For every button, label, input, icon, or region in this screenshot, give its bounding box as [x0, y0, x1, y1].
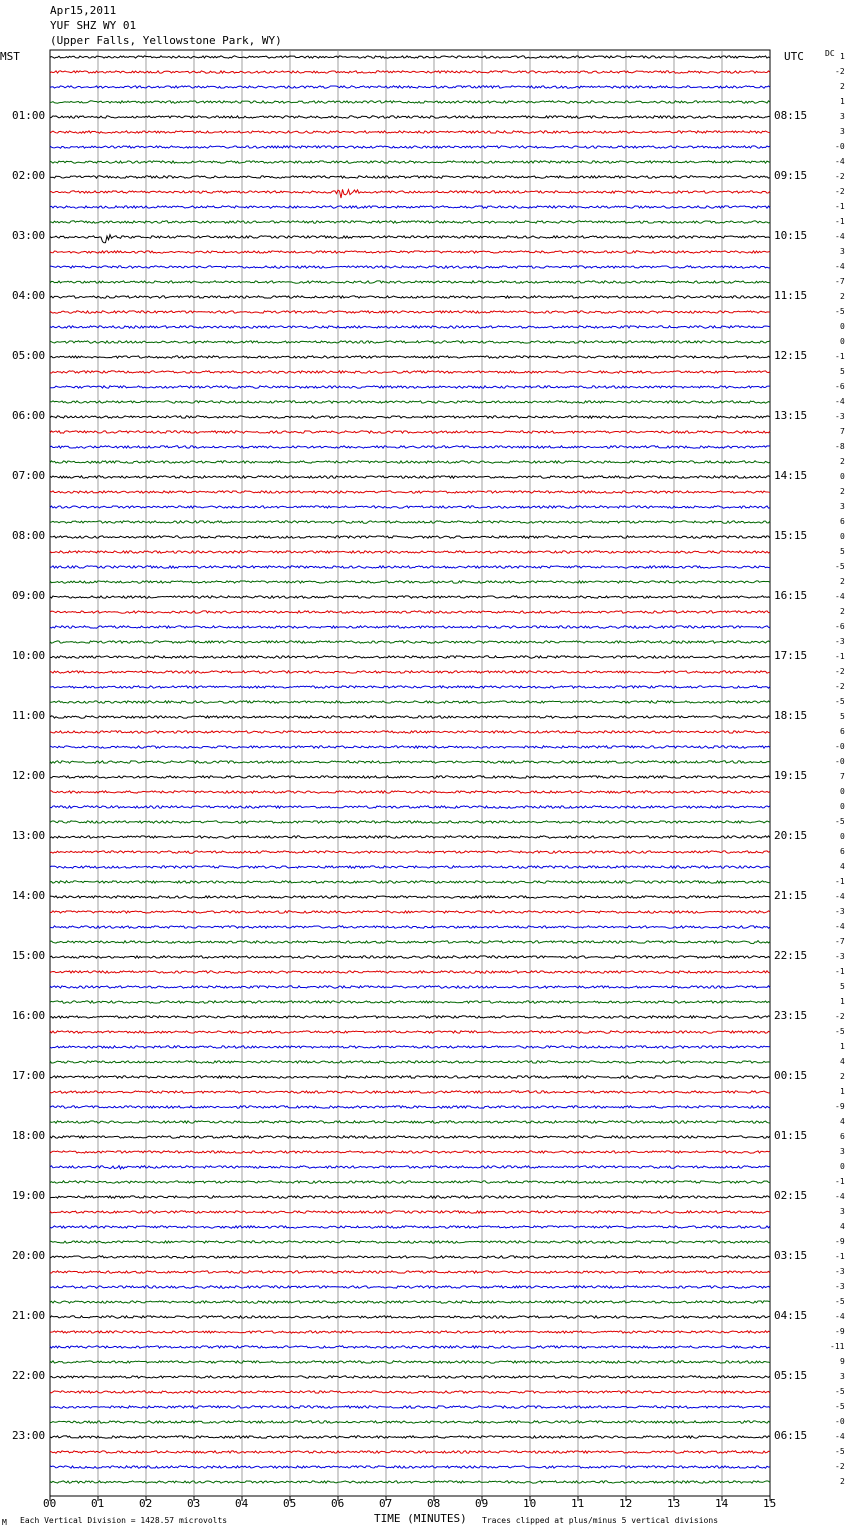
- x-tick-label: 02: [139, 1497, 153, 1510]
- seismic-trace: [50, 1181, 770, 1183]
- seismic-trace: [50, 1121, 770, 1123]
- dc-offset-value: 6: [840, 1132, 845, 1141]
- seismic-trace: [50, 491, 770, 493]
- dc-offset-value: -8: [835, 442, 845, 451]
- seismic-trace: [50, 596, 770, 598]
- dc-offset-value: 2: [840, 487, 845, 496]
- seismic-trace: [50, 1241, 770, 1243]
- x-tick-label: 12: [619, 1497, 633, 1510]
- seismic-trace: [50, 611, 770, 613]
- dc-offset-value: 3: [840, 1372, 845, 1381]
- dc-offset-value: 0: [840, 532, 845, 541]
- seismic-trace: [50, 401, 770, 403]
- mst-hour-label: 07:00: [12, 469, 46, 482]
- x-tick-label: 03: [187, 1497, 201, 1510]
- x-tick-label: 08: [427, 1497, 441, 1510]
- dc-offset-value: 1: [840, 97, 845, 106]
- utc-hour-label: 16:15: [774, 589, 808, 602]
- x-tick-label: 10: [523, 1497, 537, 1510]
- seismic-trace: [50, 86, 770, 88]
- seismic-trace: [50, 836, 770, 838]
- seismic-trace: [50, 746, 770, 748]
- seismic-trace: [50, 1286, 770, 1288]
- dc-offset-value: -3: [835, 412, 845, 421]
- seismic-trace: [50, 1001, 770, 1003]
- x-tick-label: 01: [91, 1497, 105, 1510]
- right-timezone-label: UTC: [784, 50, 804, 63]
- dc-offset-value: 2: [840, 607, 845, 616]
- mst-hour-label: 19:00: [12, 1189, 46, 1202]
- dc-offset-value: -5: [835, 817, 845, 826]
- dc-offset-value: 2: [840, 82, 845, 91]
- seismic-trace: [50, 851, 770, 853]
- mst-hour-label: 09:00: [12, 589, 46, 602]
- dc-offset-value: -2: [835, 1462, 845, 1471]
- seismic-trace: [50, 566, 770, 568]
- seismic-trace: [50, 1046, 770, 1048]
- dc-offset-value: -3: [835, 1282, 845, 1291]
- dc-offset-value: -3: [835, 1267, 845, 1276]
- utc-hour-label: 20:15: [774, 829, 808, 842]
- utc-hour-label: 13:15: [774, 409, 808, 422]
- seismic-trace: [50, 371, 770, 373]
- dc-offset-value: -0: [835, 757, 845, 766]
- mst-hour-label: 05:00: [12, 349, 46, 362]
- utc-hour-label: 14:15: [774, 469, 808, 482]
- x-tick-label: 04: [235, 1497, 249, 1510]
- dc-offset-value: -5: [835, 1387, 845, 1396]
- dc-offset-value: 0: [840, 787, 845, 796]
- dc-offset-value: 5: [840, 982, 845, 991]
- seismic-trace: [50, 1136, 770, 1138]
- mst-hour-label: 03:00: [12, 229, 46, 242]
- utc-hour-label: 00:15: [774, 1069, 808, 1082]
- seismic-trace: [50, 956, 770, 958]
- seismic-trace: [50, 716, 770, 718]
- seismic-trace: [50, 386, 770, 388]
- plot-date: Apr15,2011: [50, 4, 117, 17]
- dc-offset-value: -1: [835, 352, 845, 361]
- mst-hour-label: 08:00: [12, 529, 46, 542]
- dc-offset-value: 6: [840, 517, 845, 526]
- dc-offset-value: 1: [840, 1087, 845, 1096]
- seismic-trace: [50, 1031, 770, 1033]
- dc-offset-value: 0: [840, 472, 845, 481]
- utc-hour-label: 19:15: [774, 769, 808, 782]
- seismic-trace: [50, 326, 770, 328]
- x-tick-label: 05: [283, 1497, 297, 1510]
- dc-offset-value: -5: [835, 307, 845, 316]
- dc-offset-value: -0: [835, 1417, 845, 1426]
- dc-offset-value: -4: [835, 157, 845, 166]
- dc-offset-value: 7: [840, 427, 845, 436]
- utc-hour-label: 21:15: [774, 889, 808, 902]
- mst-hour-label: 21:00: [12, 1309, 46, 1322]
- dc-offset-value: 3: [840, 502, 845, 511]
- seismic-trace: [50, 221, 770, 223]
- seismic-trace: [50, 235, 770, 243]
- dc-offset-value: -5: [835, 1447, 845, 1456]
- mst-hour-label: 10:00: [12, 649, 46, 662]
- seismic-trace: [50, 1346, 770, 1348]
- dc-offset-value: 3: [840, 127, 845, 136]
- dc-offset-value: -5: [835, 1297, 845, 1306]
- station-location: (Upper Falls, Yellowstone Park, WY): [50, 34, 282, 47]
- seismic-trace: [50, 71, 770, 73]
- dc-offset-value: -9: [835, 1327, 845, 1336]
- seismic-trace: [50, 176, 770, 178]
- seismic-trace: [50, 1301, 770, 1303]
- dc-offset-value: -3: [835, 907, 845, 916]
- dc-offset-value: -2: [835, 682, 845, 691]
- seismic-trace: [50, 986, 770, 988]
- dc-offset-value: -4: [835, 397, 845, 406]
- seismic-trace: [50, 101, 770, 103]
- dc-offset-value: 9: [840, 1357, 845, 1366]
- x-tick-label: 13: [667, 1497, 681, 1510]
- seismic-trace: [50, 266, 770, 268]
- utc-hour-label: 22:15: [774, 949, 808, 962]
- seismic-trace: [50, 881, 770, 883]
- dc-offset-value: -4: [835, 232, 845, 241]
- dc-offset-value: 2: [840, 1072, 845, 1081]
- dc-offset-value: 4: [840, 1117, 845, 1126]
- seismic-trace: [50, 1091, 770, 1093]
- dc-offset-value: 1: [840, 997, 845, 1006]
- dc-offset-value: -1: [835, 1177, 845, 1186]
- mst-hour-label: 18:00: [12, 1129, 46, 1142]
- seismic-trace: [50, 731, 770, 733]
- seismic-trace: [50, 1226, 770, 1228]
- dc-offset-value: 0: [840, 1162, 845, 1171]
- x-axis-title: TIME (MINUTES): [374, 1512, 467, 1525]
- x-tick-label: 06: [331, 1497, 345, 1510]
- dc-offset-value: 4: [840, 862, 845, 871]
- x-tick-label: 15: [763, 1497, 777, 1510]
- seismic-trace: [50, 791, 770, 793]
- dc-offset-value: 1: [840, 52, 845, 61]
- utc-hour-label: 05:15: [774, 1369, 808, 1382]
- dc-offset-value: -0: [835, 742, 845, 751]
- seismic-trace: [50, 866, 770, 868]
- utc-hour-label: 11:15: [774, 289, 808, 302]
- seismic-trace: [50, 1316, 770, 1318]
- dc-offset-value: 2: [840, 292, 845, 301]
- seismic-trace: [50, 506, 770, 508]
- mst-hour-label: 15:00: [12, 949, 46, 962]
- dc-offset-value: 3: [840, 1147, 845, 1156]
- dc-offset-value: 2: [840, 457, 845, 466]
- seismic-trace: [50, 896, 770, 898]
- dc-offset-value: -1: [835, 217, 845, 226]
- mst-hour-label: 20:00: [12, 1249, 46, 1262]
- seismic-trace: [50, 146, 770, 148]
- seismic-trace: [50, 521, 770, 523]
- seismic-trace: [50, 446, 770, 448]
- seismic-trace: [50, 281, 770, 283]
- dc-offset-value: -5: [835, 1027, 845, 1036]
- dc-offset-value: -2: [835, 187, 845, 196]
- seismic-trace: [50, 641, 770, 643]
- dc-offset-value: -6: [835, 622, 845, 631]
- seismic-trace: [50, 1451, 770, 1453]
- seismic-trace: [50, 1256, 770, 1258]
- seismic-trace: [50, 1361, 770, 1363]
- dc-offset-value: -11: [830, 1342, 845, 1351]
- dc-offset-value: 7: [840, 772, 845, 781]
- seismic-trace: [50, 131, 770, 133]
- x-tick-label: 00: [43, 1497, 57, 1510]
- scale-marker: M: [2, 1518, 7, 1527]
- seismic-trace: [50, 1271, 770, 1273]
- seismic-trace: [50, 911, 770, 913]
- seismic-trace: [50, 1466, 770, 1468]
- dc-offset-value: -9: [835, 1102, 845, 1111]
- seismic-trace: [50, 356, 770, 358]
- x-tick-label: 07: [379, 1497, 393, 1510]
- dc-offset-value: -2: [835, 67, 845, 76]
- mst-hour-label: 22:00: [12, 1369, 46, 1382]
- dc-offset-value: -4: [835, 892, 845, 901]
- seismic-trace: [50, 1421, 770, 1423]
- dc-offset-value: -7: [835, 277, 845, 286]
- seismic-trace: [50, 806, 770, 808]
- seismic-trace: [50, 161, 770, 163]
- dc-offset-value: -5: [835, 697, 845, 706]
- dc-offset-value: -1: [835, 967, 845, 976]
- mst-hour-label: 01:00: [12, 109, 46, 122]
- seismic-trace: [50, 1376, 770, 1378]
- seismic-trace: [50, 341, 770, 343]
- seismic-trace: [50, 296, 770, 298]
- mst-hour-label: 11:00: [12, 709, 46, 722]
- seismic-trace: [50, 476, 770, 478]
- seismic-trace: [50, 1331, 770, 1333]
- seismic-trace: [50, 701, 770, 703]
- seismic-trace: [50, 626, 770, 628]
- dc-offset-value: -0: [835, 142, 845, 151]
- utc-hour-label: 18:15: [774, 709, 808, 722]
- dc-offset-value: -5: [835, 1402, 845, 1411]
- seismic-trace: [50, 926, 770, 928]
- dc-offset-value: -2: [835, 667, 845, 676]
- dc-offset-value: -3: [835, 952, 845, 961]
- dc-offset-value: -4: [835, 1192, 845, 1201]
- dc-offset-value: 0: [840, 322, 845, 331]
- seismic-trace: [50, 311, 770, 313]
- dc-offset-value: 0: [840, 832, 845, 841]
- mst-hour-label: 23:00: [12, 1429, 46, 1442]
- mst-hour-label: 06:00: [12, 409, 46, 422]
- seismic-trace: [50, 461, 770, 463]
- dc-offset-value: -1: [835, 202, 845, 211]
- dc-offset-value: 5: [840, 712, 845, 721]
- dc-offset-value: -1: [835, 1252, 845, 1261]
- seismic-trace: [50, 116, 770, 118]
- dc-offset-value: 1: [840, 1042, 845, 1051]
- seismic-trace: [50, 1196, 770, 1198]
- dc-offset-value: -2: [835, 1012, 845, 1021]
- dc-offset-value: 6: [840, 847, 845, 856]
- dc-offset-value: -3: [835, 637, 845, 646]
- dc-offset-value: 2: [840, 1477, 845, 1486]
- seismic-trace: [50, 686, 770, 688]
- dc-offset-value: -4: [835, 922, 845, 931]
- dc-offset-value: 2: [840, 577, 845, 586]
- utc-hour-label: 10:15: [774, 229, 808, 242]
- dc-offset-value: -4: [835, 262, 845, 271]
- utc-hour-label: 23:15: [774, 1009, 808, 1022]
- vertical-scale-note: Each Vertical Division = 1428.57 microvolts: [20, 1516, 228, 1525]
- dc-offset-value: 4: [840, 1057, 845, 1066]
- seismic-trace: [50, 1076, 770, 1078]
- seismic-trace: [50, 761, 770, 763]
- dc-offset-value: -6: [835, 382, 845, 391]
- left-timezone-label: MST: [0, 50, 20, 63]
- dc-offset-value: 3: [840, 247, 845, 256]
- mst-hour-label: 12:00: [12, 769, 46, 782]
- dc-offset-value: -4: [835, 1312, 845, 1321]
- utc-hour-label: 12:15: [774, 349, 808, 362]
- utc-hour-label: 15:15: [774, 529, 808, 542]
- utc-hour-label: 06:15: [774, 1429, 808, 1442]
- seismic-trace: [50, 1436, 770, 1438]
- dc-offset-value: -2: [835, 172, 845, 181]
- mst-hour-label: 04:00: [12, 289, 46, 302]
- seismic-trace: [50, 1061, 770, 1063]
- x-tick-label: 14: [715, 1497, 729, 1510]
- seismic-trace: [50, 1406, 770, 1408]
- utc-hour-label: 01:15: [774, 1129, 808, 1142]
- dc-header-label: DC: [825, 49, 835, 58]
- seismic-trace: [50, 1481, 770, 1483]
- seismic-trace: [50, 656, 770, 658]
- utc-hour-label: 02:15: [774, 1189, 808, 1202]
- seismic-trace: [50, 1391, 770, 1393]
- seismic-trace: [50, 1106, 770, 1108]
- dc-offset-value: 4: [840, 1222, 845, 1231]
- seismic-trace: [50, 56, 770, 58]
- dc-offset-value: -1: [835, 877, 845, 886]
- seismic-trace: [50, 206, 770, 208]
- seismic-trace: [50, 941, 770, 944]
- dc-offset-value: -7: [835, 937, 845, 946]
- dc-offset-value: 3: [840, 112, 845, 121]
- seismic-trace: [50, 251, 770, 253]
- utc-hour-label: 04:15: [774, 1309, 808, 1322]
- utc-hour-label: 17:15: [774, 649, 808, 662]
- mst-hour-label: 13:00: [12, 829, 46, 842]
- station-code: YUF SHZ WY 01: [50, 19, 137, 32]
- dc-offset-value: 0: [840, 802, 845, 811]
- dc-offset-value: -4: [835, 592, 845, 601]
- utc-hour-label: 03:15: [774, 1249, 808, 1262]
- mst-hour-label: 14:00: [12, 889, 46, 902]
- dc-offset-value: -1: [835, 652, 845, 661]
- seismic-trace: [50, 536, 770, 538]
- seismic-trace: [50, 1016, 770, 1018]
- seismic-trace: [50, 1151, 770, 1153]
- dc-offset-value: 5: [840, 367, 845, 376]
- mst-hour-label: 16:00: [12, 1009, 46, 1022]
- seismic-trace: [50, 821, 770, 823]
- seismic-trace: [50, 189, 770, 198]
- clipping-note: Traces clipped at plus/minus 5 vertical divisions: [482, 1516, 719, 1525]
- seismic-trace: [50, 551, 770, 553]
- x-tick-label: 09: [475, 1497, 489, 1510]
- x-tick-label: 11: [571, 1497, 585, 1510]
- dc-offset-value: -9: [835, 1237, 845, 1246]
- mst-hour-label: 17:00: [12, 1069, 46, 1082]
- mst-hour-label: 02:00: [12, 169, 46, 182]
- dc-offset-value: -4: [835, 1432, 845, 1441]
- dc-offset-value: -5: [835, 562, 845, 571]
- seismic-trace: [50, 581, 770, 583]
- seismic-trace: [50, 1166, 770, 1169]
- seismic-trace: [50, 416, 770, 418]
- seismic-trace: [50, 776, 770, 778]
- dc-offset-value: 6: [840, 727, 845, 736]
- dc-offset-value: 5: [840, 547, 845, 556]
- utc-hour-label: 08:15: [774, 109, 808, 122]
- seismic-trace: [50, 671, 770, 673]
- seismic-trace: [50, 971, 770, 973]
- seismic-trace: [50, 1211, 770, 1213]
- utc-hour-label: 09:15: [774, 169, 808, 182]
- seismic-trace: [50, 431, 770, 433]
- dc-offset-value: 0: [840, 337, 845, 346]
- dc-offset-value: 3: [840, 1207, 845, 1216]
